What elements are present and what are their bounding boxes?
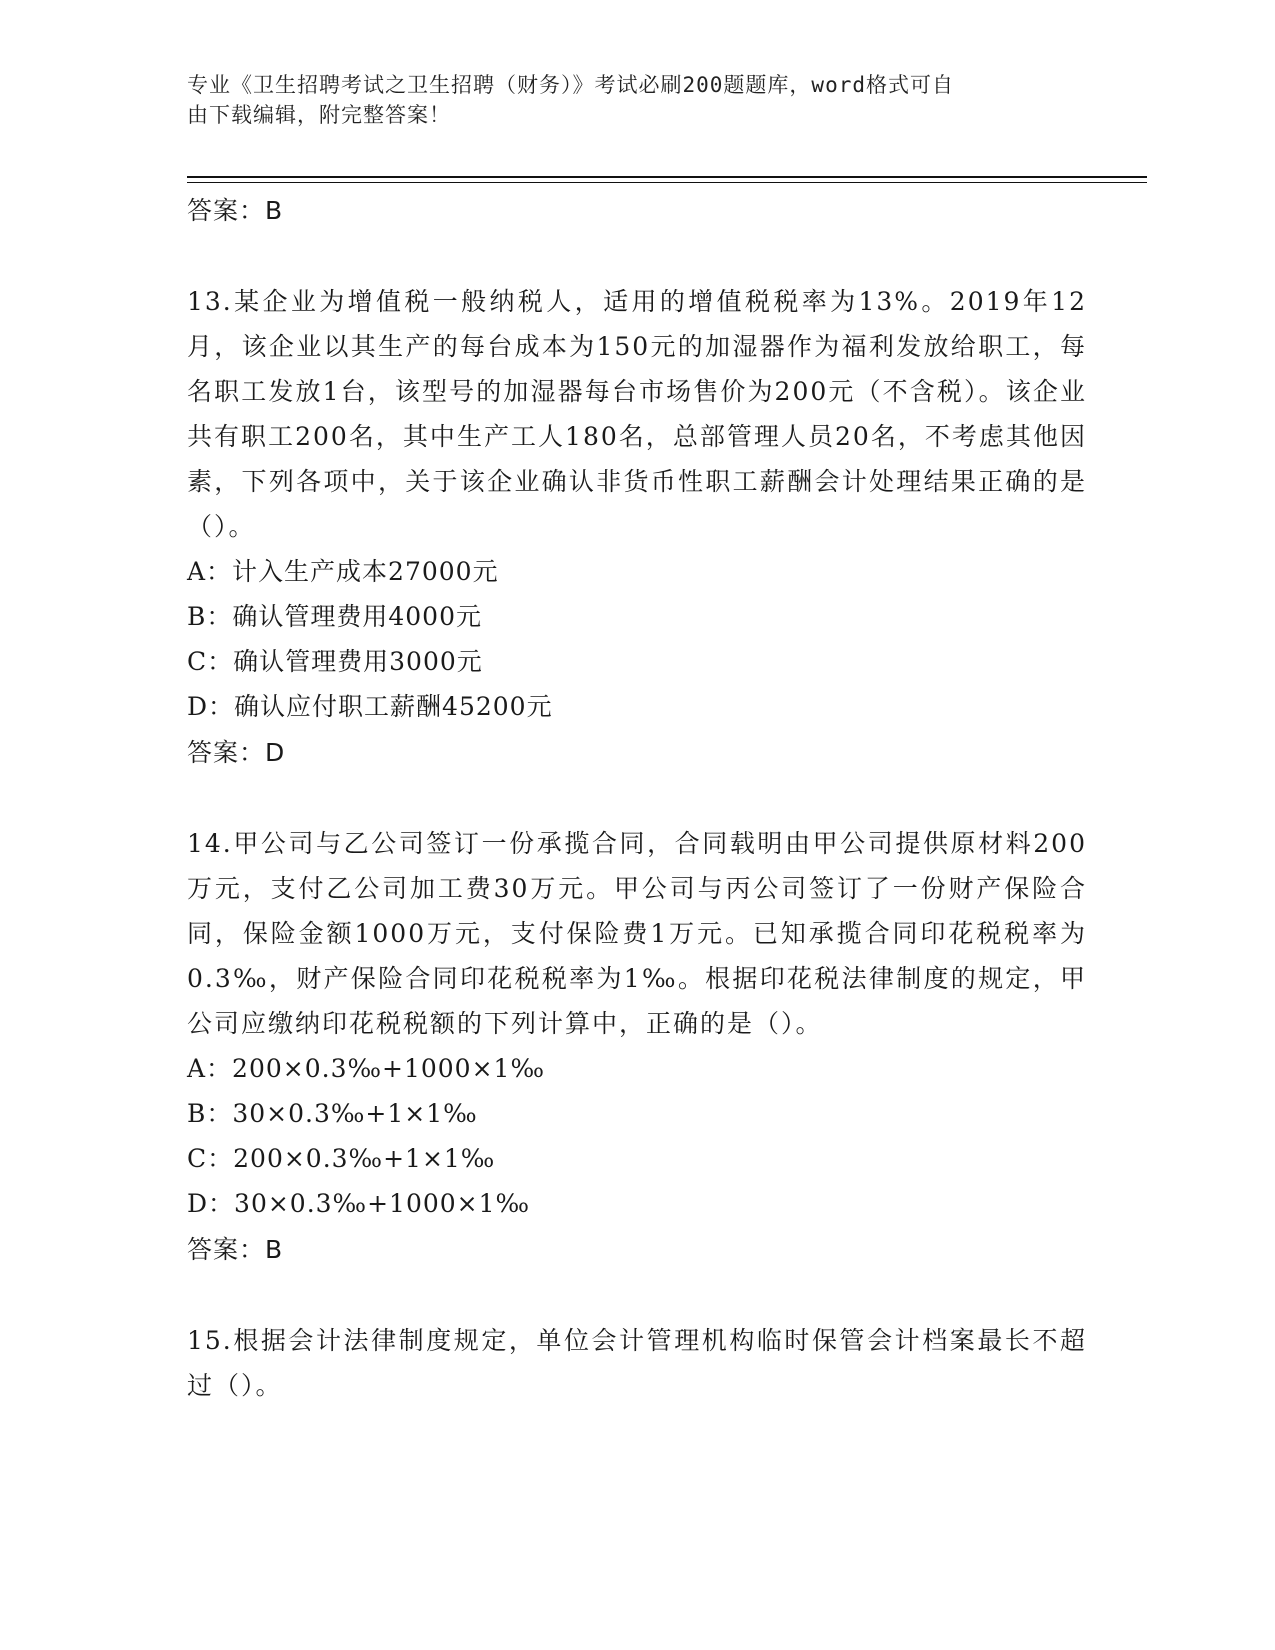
question-14-option-a: A：200×0.3‰+1000×1‰ bbox=[187, 1054, 545, 1083]
question-15 bbox=[187, 1318, 1087, 1408]
question-13-option-c: C：确认管理费用3000元 bbox=[187, 647, 483, 676]
question-13-answer: 答案：D bbox=[187, 738, 286, 767]
question-13 bbox=[187, 279, 1087, 777]
header-line-2: 由下载编辑，附完整答案！ bbox=[187, 103, 451, 127]
question-14-option-b: B：30×0.3‰+1×1‰ bbox=[187, 1099, 478, 1128]
spacer bbox=[187, 1274, 1087, 1318]
spacer bbox=[187, 777, 1087, 821]
question-14-option-d: D：30×0.3‰+1000×1‰ bbox=[187, 1189, 531, 1218]
question-13-option-b: B：确认管理费用4000元 bbox=[187, 602, 482, 631]
header-divider-thin bbox=[187, 182, 1147, 183]
question-13-option-d: D：确认应付职工薪酬45200元 bbox=[187, 692, 553, 721]
spacer bbox=[187, 235, 1087, 279]
previous-question-answer: 答案：B bbox=[187, 196, 284, 225]
question-14-option-c: C：200×0.3‰+1×1‰ bbox=[187, 1144, 496, 1173]
question-14-answer: 答案：B bbox=[187, 1235, 284, 1264]
document-content bbox=[187, 187, 1087, 1408]
header-line-1: 专业《卫生招聘考试之卫生招聘（财务）》考试必刷200题题库，word格式可自 bbox=[187, 73, 954, 97]
question-13-text: 13.某企业为增值税一般纳税人，适用的增值税税率为13%。2019年12月，该企业以其生产的每台成本为150元的加湿器作为福利发放给职工，每名职工发放1台，该型号的加湿器每台市场售价为200元（不含税）。该企业共有职工200名，其中生产工人180名，总部管理人员20名，不考虑其他因素，下列各项中，关于该企业确认非货币性职工薪酬会计处理结果正确的是（）。 bbox=[187, 287, 1087, 541]
header-divider-thick bbox=[187, 176, 1147, 178]
document-header bbox=[187, 70, 1067, 130]
question-13-option-a: A：计入生产成本27000元 bbox=[187, 557, 499, 586]
question-15-text: 15.根据会计法律制度规定，单位会计管理机构临时保管会计档案最长不超过（）。 bbox=[187, 1326, 1087, 1400]
question-14-text: 14.甲公司与乙公司签订一份承揽合同，合同载明由甲公司提供原材料200万元，支付乙公司加工费30万元。甲公司与丙公司签订了一份财产保险合同，保险金额1000万元，支付保险费1万元。已知承揽合同印花税税率为0.3‰，财产保险合同印花税税率为1‰。根据印花税法律制度的规定，甲公司应缴纳印花税税额的下列计算中，正确的是（）。 bbox=[187, 829, 1087, 1038]
question-14 bbox=[187, 821, 1087, 1274]
